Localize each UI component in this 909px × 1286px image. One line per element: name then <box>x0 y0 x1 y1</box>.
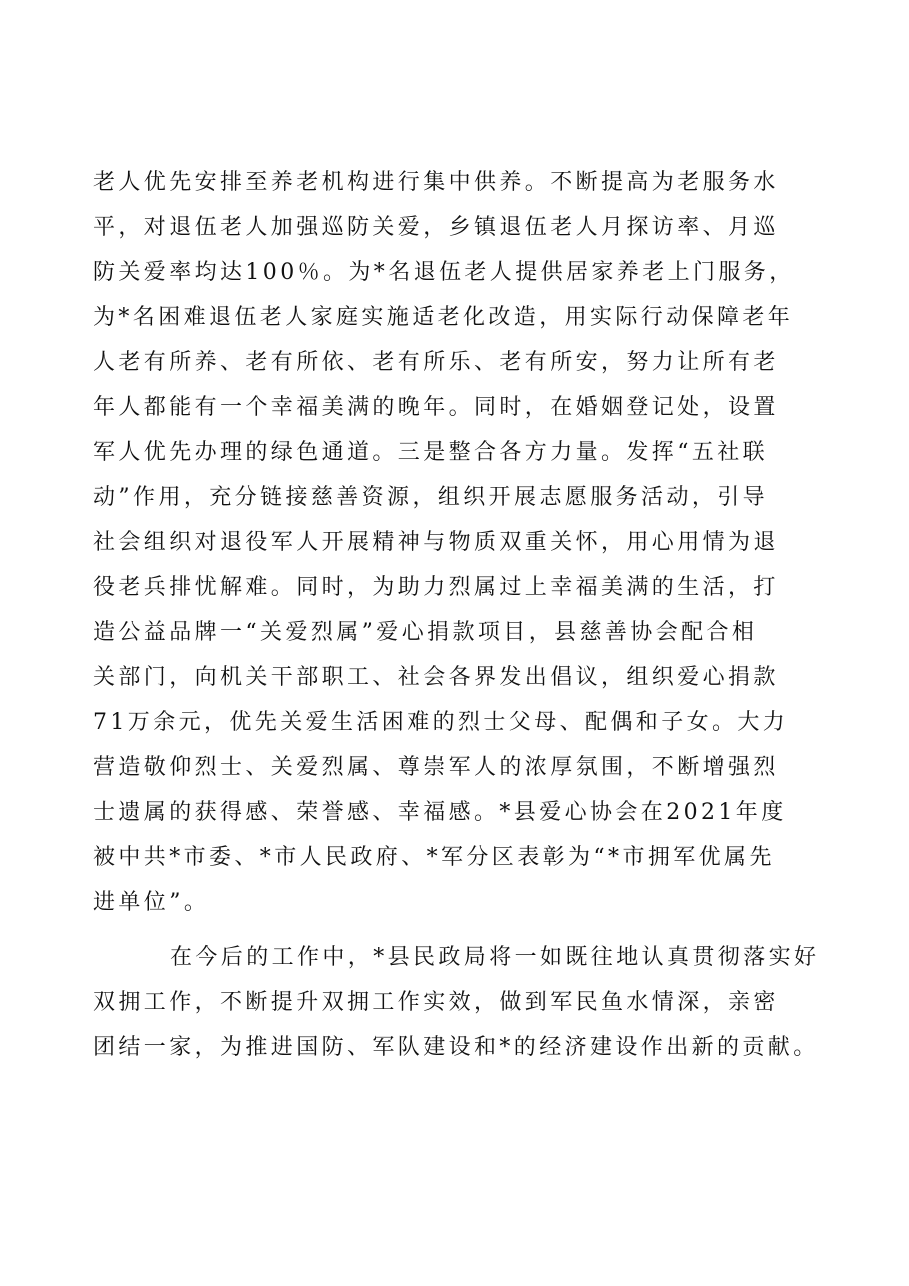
text-line-8: 动”作用，充分链接慈善资源，组织开展志愿服务活动，引导 <box>93 485 769 510</box>
text-line-17: 进单位”。 <box>93 890 210 915</box>
text-line-14: 营造敬仰烈士、关爱烈属、尊崇军人的浓厚氛围，不断增强烈 <box>93 755 779 780</box>
text-line-9: 社会组织对退役军人开展精神与物质双重关怀，用心用情为退 <box>93 530 779 555</box>
text-line-10: 役老兵排忧解难。同时，为助力烈属过上幸福美满的生活，打 <box>93 575 779 600</box>
text-line-7: 军人优先办理的绿色通道。三是整合各方力量。发挥“五社联 <box>93 440 769 465</box>
text-line-3: 防关爱率均达100％。为*名退伍老人提供居家养老上门服务， <box>93 260 795 285</box>
text-line-20: 团结一家，为推进国防、军队建设和*的经济建设作出新的贡献。 <box>93 1035 819 1060</box>
text-line-19: 双拥工作，不断提升双拥工作实效，做到军民鱼水情深，亲密 <box>93 990 779 1015</box>
text-line-16: 被中共*市委、*市人民政府、*军分区表彰为“*市拥军优属先 <box>93 845 775 870</box>
text-line-15: 士遗属的获得感、荣誉感、幸福感。*县爱心协会在2021年度 <box>93 800 787 825</box>
text-line-6: 年人都能有一个幸福美满的晚年。同时，在婚姻登记处，设置 <box>93 395 779 420</box>
text-line-13: 71万余元，优先关爱生活困难的烈士父母、配偶和子女。大力 <box>93 710 789 735</box>
text-line-2: 平，对退伍老人加强巡防关爱，乡镇退伍老人月探访率、月巡 <box>93 215 779 240</box>
text-line-18: 在今后的工作中，*县民政局将一如既往地认真贯彻落实好 <box>170 945 820 970</box>
text-line-11: 造公益品牌一“关爱烈属”爱心捐款项目，县慈善协会配合相 <box>93 620 758 645</box>
text-line-5: 人老有所养、老有所依、老有所乐、老有所安，努力让所有老 <box>93 350 779 375</box>
text-line-12: 关部门，向机关干部职工、社会各界发出倡议，组织爱心捐款 <box>93 665 779 690</box>
text-line-1: 老人优先安排至养老机构进行集中供养。不断提高为老服务水 <box>93 170 779 195</box>
text-line-4: 为*名困难退伍老人家庭实施适老化改造，用实际行动保障老年 <box>93 305 794 330</box>
